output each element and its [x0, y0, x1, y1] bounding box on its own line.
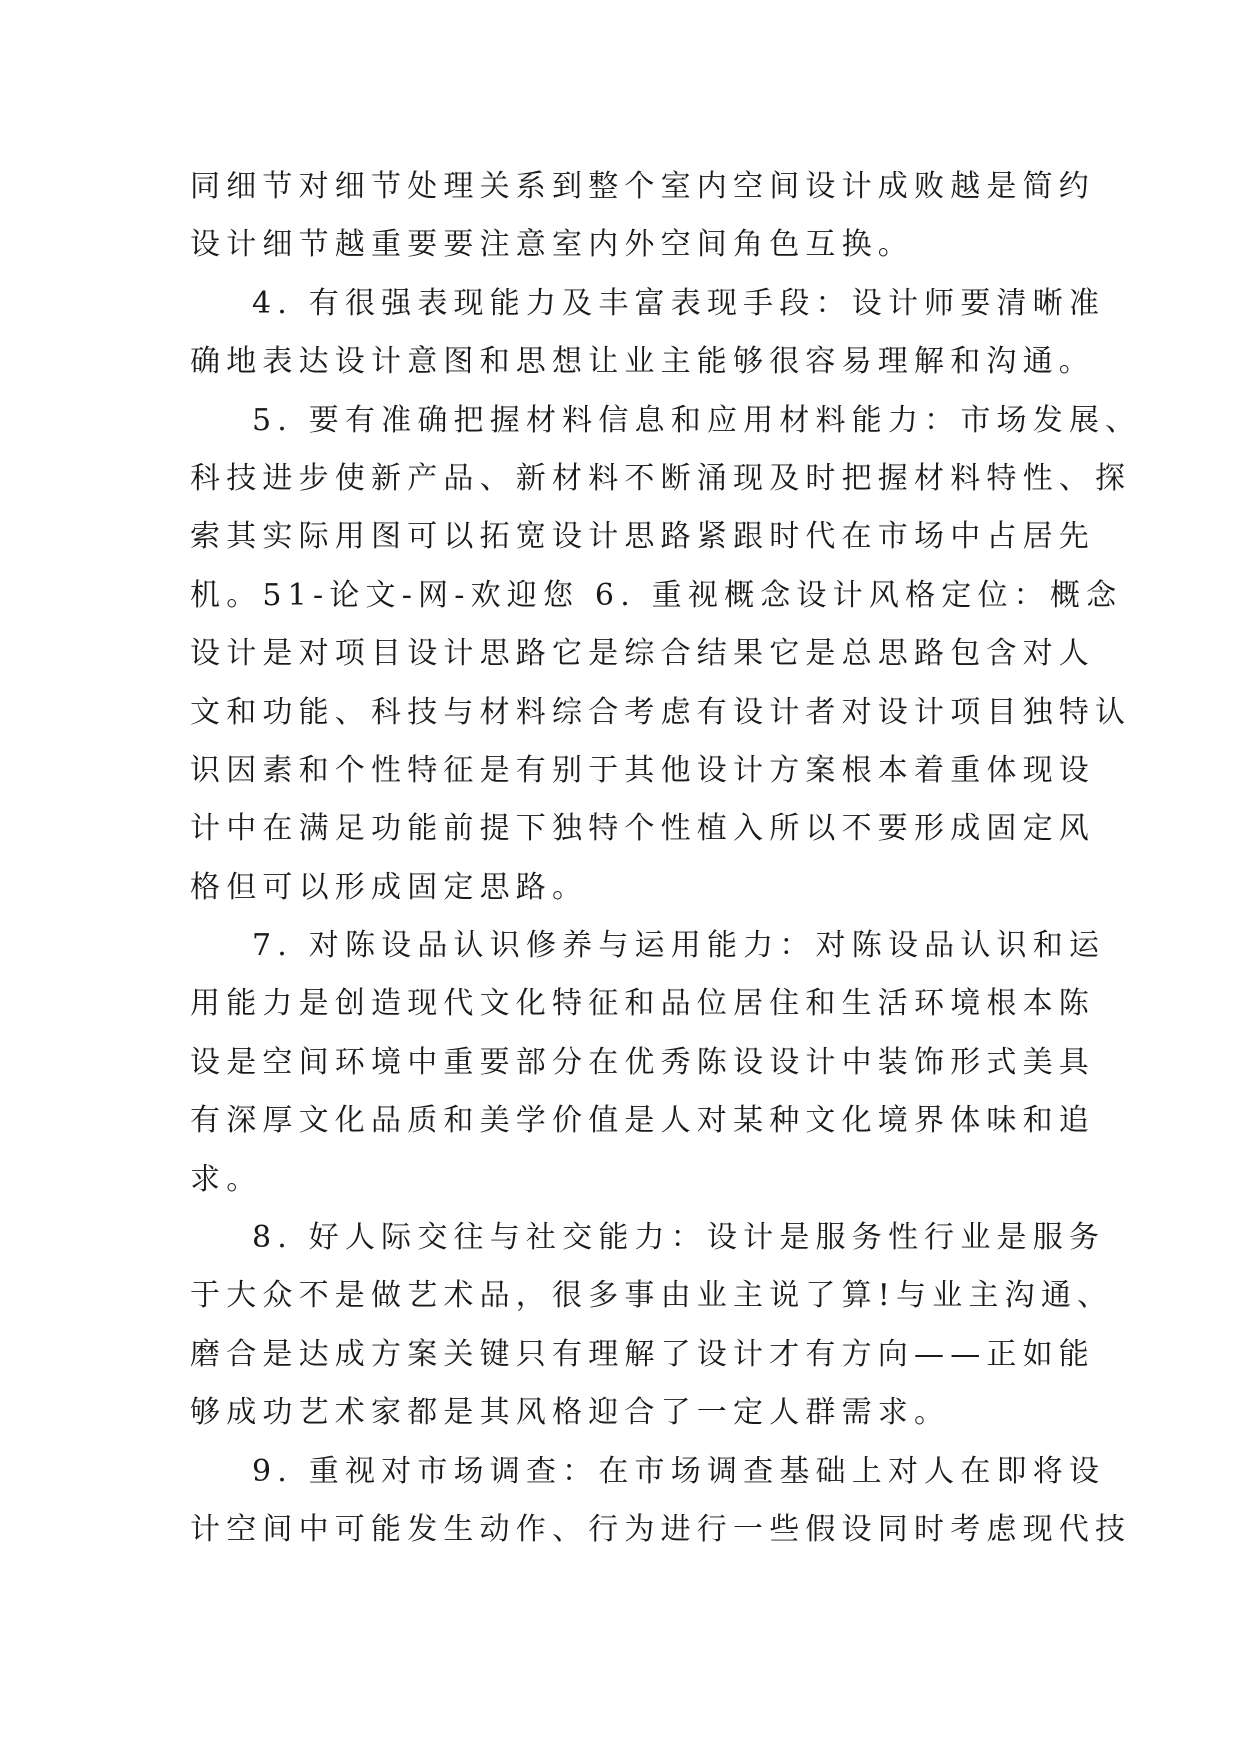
text-line: 文和功能、科技与材料综合考虑有设计者对设计项目独特认 [190, 694, 1132, 730]
paragraph-first-line: 7. 对陈设品认识修养与运用能力：对陈设品认识和运 [252, 928, 1106, 964]
paragraph-first-line: 5. 要有准确把握材料信息和应用材料能力：市场发展、 [252, 402, 1142, 438]
text-line: 格但可以形成固定思路。 [190, 869, 589, 905]
text-line: 求。 [190, 1161, 263, 1197]
text-line: 同细节对细节处理关系到整个室内空间设计成败越是简约 [190, 169, 1095, 204]
text-line: 设计细节越重要要注意室内外空间角色互换。 [190, 227, 914, 263]
text-line: 磨合是达成方案关键只有理解了设计才有方向——正如能 [190, 1336, 1095, 1372]
text-line: 设计是对项目设计思路它是综合结果它是总思路包含对人 [190, 636, 1095, 672]
text-line: 用能力是创造现代文化特征和品位居住和生活环境根本陈 [190, 986, 1095, 1022]
text-line: 于大众不是做艺术品，很多事由业主说了算!与业主沟通、 [190, 1278, 1114, 1314]
text-line: 够成功艺术家都是其风格迎合了一定人群需求。 [190, 1395, 951, 1431]
body-text [190, 158, 1142, 1559]
text-line: 机。51-论文-网-欢迎您 6. 重视概念设计风格定位：概念 [190, 577, 1123, 613]
paragraph-first-line: 8. 好人际交往与社交能力：设计是服务性行业是服务 [252, 1220, 1106, 1256]
paragraph-first-line: 4. 有很强表现能力及丰富表现手段：设计师要清晰准 [252, 285, 1106, 321]
text-line: 科技进步使新产品、新材料不断涌现及时把握材料特性、探 [190, 460, 1132, 496]
text-line: 识因素和个性特征是有别于其他设计方案根本着重体现设 [190, 752, 1095, 788]
text-line: 索其实际用图可以拓宽设计思路紧跟时代在市场中占居先 [190, 519, 1095, 555]
text-line: 计空间中可能发生动作、行为进行一些假设同时考虑现代技 [190, 1511, 1132, 1547]
text-line: 确地表达设计意图和思想让业主能够很容易理解和沟通。 [190, 344, 1095, 380]
paragraph-first-line: 9. 重视对市场调查：在市场调查基础上对人在即将设 [252, 1453, 1106, 1489]
text-line: 有深厚文化品质和美学价值是人对某种文化境界体味和追 [190, 1103, 1095, 1139]
text-line: 设是空间环境中重要部分在优秀陈设设计中装饰形式美具 [190, 1044, 1095, 1080]
text-line: 计中在满足功能前提下独特个性植入所以不要形成固定风 [190, 811, 1095, 847]
